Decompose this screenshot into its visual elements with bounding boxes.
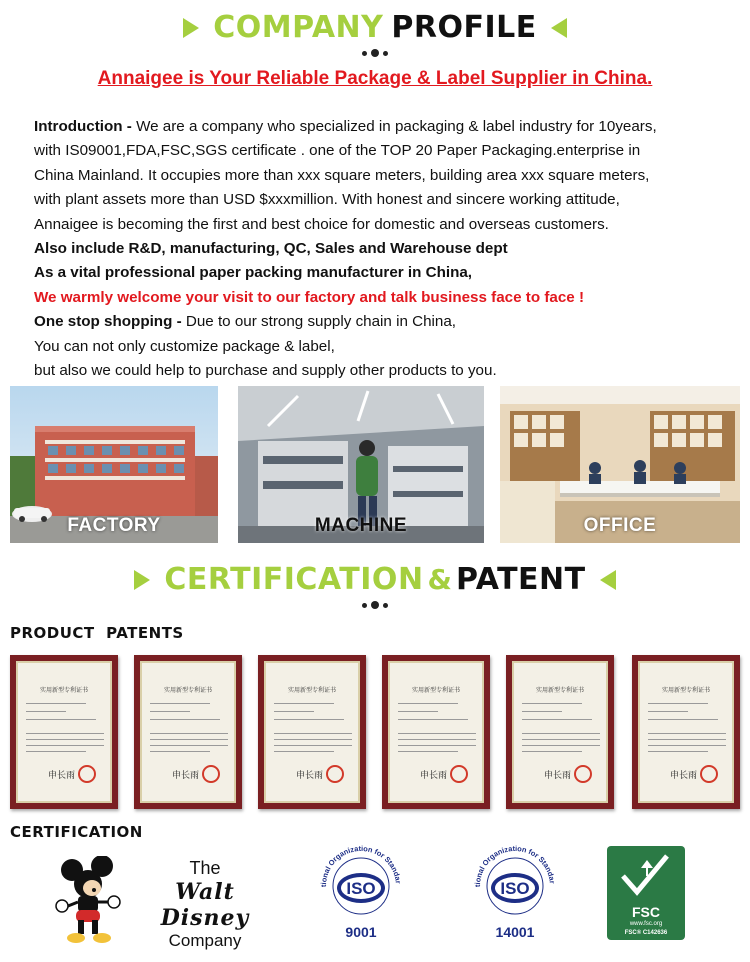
patent-signature: 申长雨 [544,771,572,781]
certification-heading: CERTIFICATION [10,823,143,841]
machine-photo [238,386,484,543]
patent-certificate [632,655,740,809]
mickey-mouse-icon [50,856,134,951]
shop-label: One stop shopping - [34,313,186,331]
patent-cert-title: 实用新型专利证书 [661,688,710,694]
dots-divider-icon [0,601,750,609]
patent-certificates [10,655,740,809]
patent-signature: 申长雨 [670,771,698,781]
intro-line-6: Also include R&D, manufacturing, QC, Sales and Warehouse dept [34,240,508,258]
patent-cert-title: 实用新型专利证书 [535,688,584,694]
header-ampersand: & [427,563,452,596]
iso-label: ISO [500,879,530,898]
intro-line-3: China Mainland. It occupies more than xxx square meters, building area xxx square meters, [34,166,650,184]
fsc-url: www.fsc.org [629,921,663,927]
disney-the: The [189,858,221,878]
factory-photo [10,386,218,543]
patent-certificate [10,655,118,809]
disney-logo [140,858,270,951]
intro-line-9: One stop shopping - Due to our strong supply chain in China, [34,313,457,331]
header-word-profile: PROFILE [391,10,537,45]
iso-14001-logo [470,838,560,940]
intro-line-1: Introduction - We are a company who specialized in packaging & label industry for 10years, [34,118,657,135]
patent-cert-title: 实用新型专利证书 [163,688,212,694]
intro-line-5: Annaigee is becoming the first and best choice for domestic and overseas customers. [34,215,609,233]
fsc-code: FSC® C142636 [624,930,668,936]
patent-signature: 申长雨 [172,771,200,781]
intro-line-11: but also we could help to purchase and supply other products to you. [34,362,497,380]
header-word-patent: PATENT [455,562,586,597]
tagline: Annaigee is Your Reliable Package & Label Supplier in China. [97,68,653,89]
patent-certificate [258,655,366,809]
company-profile-header [0,10,750,57]
iso-label: ISO [346,879,376,898]
iso-ring-text: tional Organization for Standar [472,843,557,888]
fsc-tree-check-icon [607,846,685,904]
patent-signature: 申长雨 [420,771,448,781]
disney-name: Walt Disney [160,879,250,931]
arrow-left-icon [600,570,616,590]
red-seal-icon [574,765,592,783]
patent-cert-title: 实用新型专利证书 [287,688,336,694]
intro-line-10: You can not only customize package & label, [34,337,335,355]
header-word-certification: CERTIFICATION [164,562,424,597]
intro-lead-label: Introduction - [34,118,137,135]
intro-line-7: As a vital professional paper packing manufacturer in China, [34,264,473,282]
patent-certificate [134,655,242,809]
product-patents-heading: PRODUCT PATENTS [10,624,184,642]
red-seal-icon [326,765,344,783]
patent-signature: 申长雨 [296,771,324,781]
red-seal-icon [202,765,220,783]
iso-9001-logo [316,838,406,940]
disney-company: Company [168,931,242,950]
certification-patent-header [0,562,750,609]
office-photo [500,386,740,543]
red-seal-icon [450,765,468,783]
machine-caption: MACHINE [314,515,408,536]
arrow-right-icon [183,18,199,38]
red-seal-icon [700,765,718,783]
factory-caption: FACTORY [67,515,161,536]
arrow-left-icon [551,18,567,38]
patent-cert-title: 实用新型专利证书 [39,688,88,694]
iso-ring-text: tional Organization for Standar [318,843,403,888]
patent-certificate [382,655,490,809]
iso-14001-number: 14001 [495,924,535,940]
intro-text [34,115,724,383]
patent-certificate [506,655,614,809]
intro-line-8: We warmly welcome your visit to our factory and talk business face to face ! [34,288,585,306]
fsc-label: FSC [632,904,660,920]
red-seal-icon [78,765,96,783]
header-word-company: COMPANY [213,10,384,45]
intro-line-4: with plant assets more than USD $xxxmillion. With honest and sincere working attitude, [34,191,620,209]
intro-line-2: with IS09001,FDA,FSC,SGS certificate . one of the TOP 20 Paper Packaging.enterprise in [34,142,641,160]
office-caption: OFFICE [583,515,657,536]
fsc-logo [607,846,685,940]
arrow-right-icon [134,570,150,590]
iso-9001-number: 9001 [345,924,377,940]
patent-signature: 申长雨 [48,771,76,781]
patent-cert-title: 实用新型专利证书 [411,688,460,694]
dots-divider-icon [0,49,750,57]
